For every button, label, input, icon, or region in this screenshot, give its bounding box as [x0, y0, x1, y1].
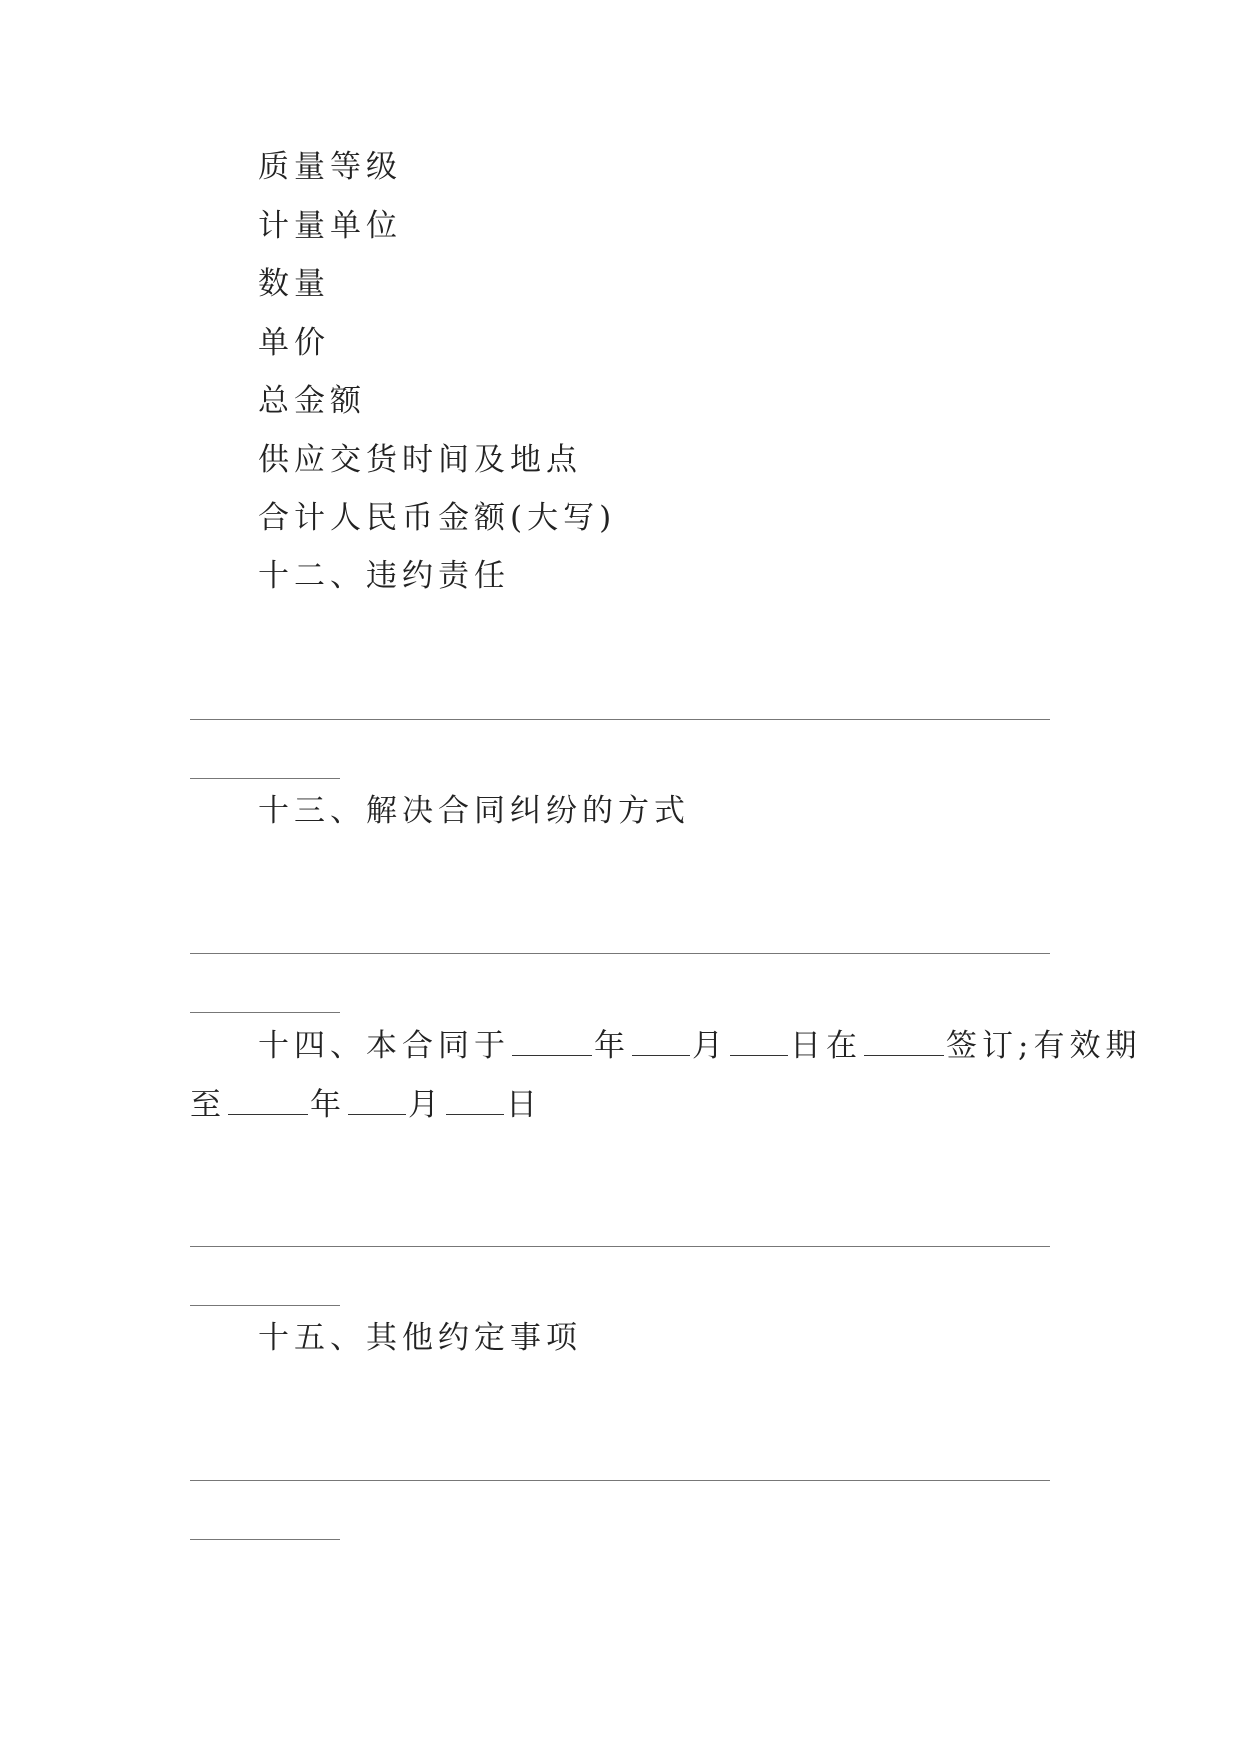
blank-day-2: [446, 1084, 504, 1115]
blank-year-2: [228, 1084, 308, 1115]
item-quality-grade: 质量等级: [258, 149, 402, 185]
item-unit-price: 单价: [258, 325, 330, 361]
item-total-amount: 总金额: [258, 383, 366, 419]
section-12-heading: 十二、违约责任: [258, 558, 510, 594]
year-label-2: 年: [310, 1087, 346, 1123]
blank-line-short: [190, 1012, 340, 1013]
item-total-rmb: 合计人民币金额(大写): [258, 500, 617, 536]
day-at-label: 日在: [790, 1028, 862, 1064]
blank-line-full: [190, 719, 1050, 720]
year-label: 年: [594, 1028, 630, 1064]
blank-line-full: [190, 1480, 1050, 1481]
section-14-text: 十四、本合同于: [258, 1028, 510, 1064]
blank-day: [730, 1025, 788, 1056]
blank-line-short: [190, 1305, 340, 1306]
month-label-2: 月: [408, 1087, 444, 1123]
to-label: 至: [190, 1087, 226, 1123]
item-quantity: 数量: [258, 266, 330, 302]
section-14-line-1: [258, 1025, 1141, 1066]
blank-line-short: [190, 778, 340, 779]
section-13-heading: 十三、解决合同纠纷的方式: [258, 793, 690, 829]
item-measurement-unit: 计量单位: [258, 208, 402, 244]
blank-month-2: [348, 1084, 406, 1115]
day-label-2: 日: [506, 1087, 542, 1123]
blank-line-full: [190, 1246, 1050, 1247]
month-label: 月: [692, 1028, 728, 1064]
blank-line-short: [190, 1539, 340, 1540]
section-15-heading: 十五、其他约定事项: [258, 1320, 582, 1356]
blank-year: [512, 1025, 592, 1056]
blank-place: [864, 1025, 944, 1056]
signed-label: 签订;有效期: [946, 1028, 1142, 1064]
blank-month: [632, 1025, 690, 1056]
blank-line-full: [190, 953, 1050, 954]
section-14-line-2: [190, 1084, 542, 1125]
item-delivery-time-place: 供应交货时间及地点: [258, 442, 582, 478]
